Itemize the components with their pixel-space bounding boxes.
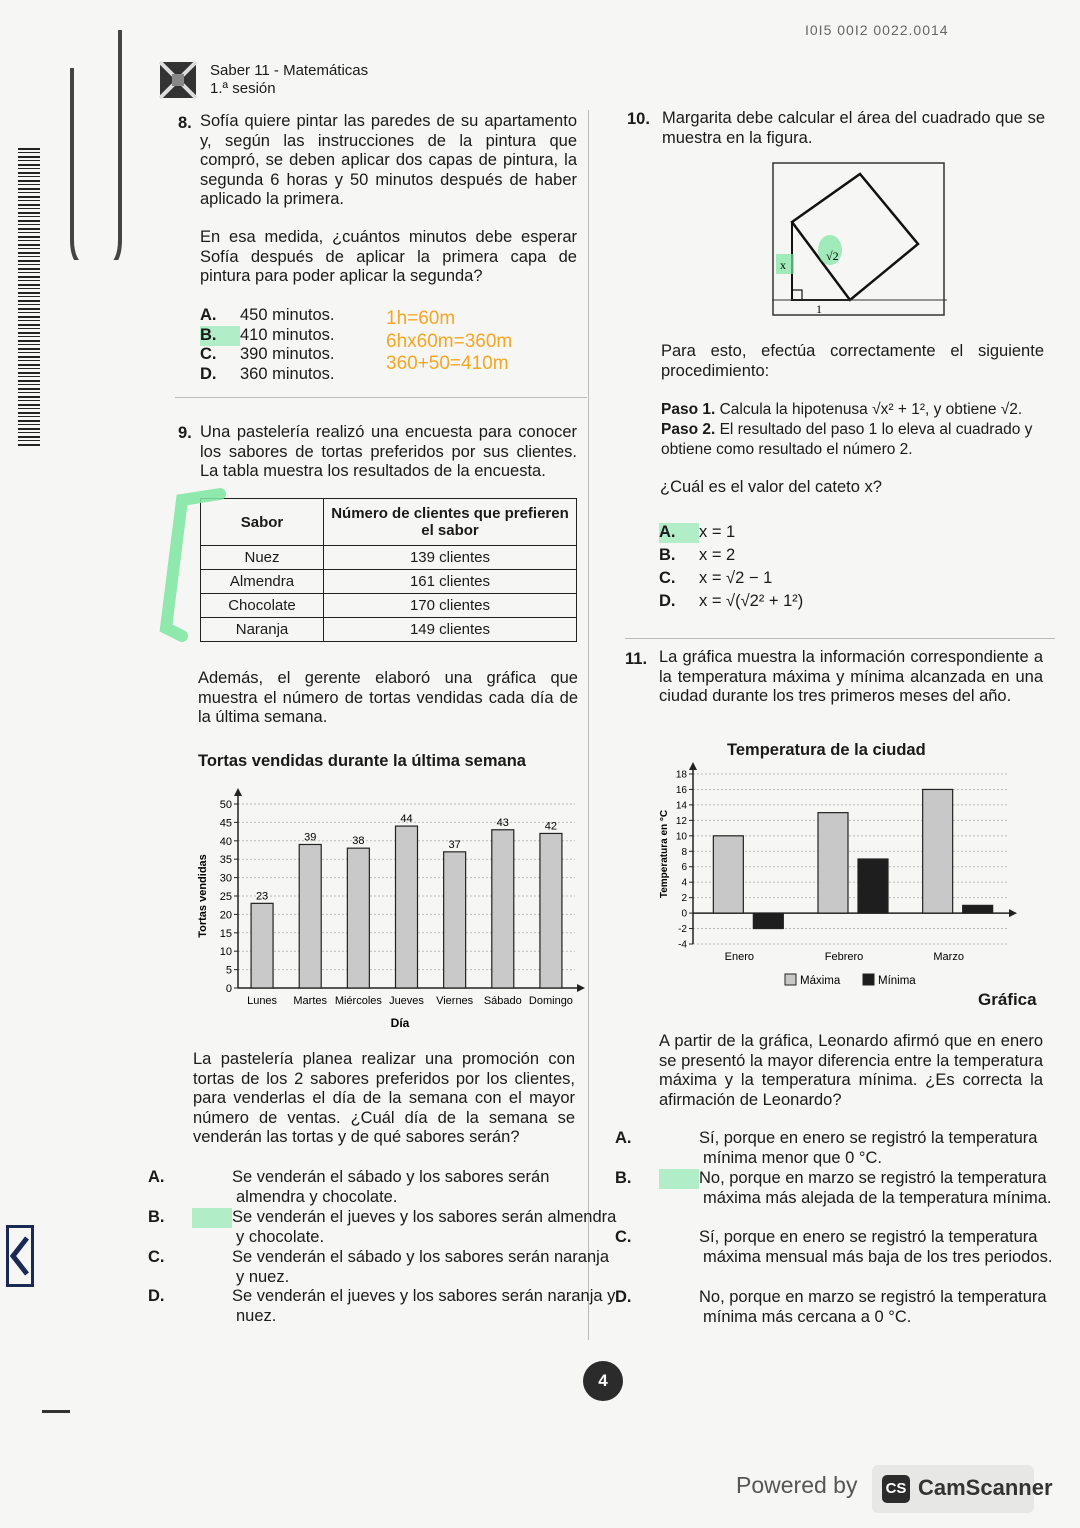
highlight-bracket (150, 488, 230, 648)
data-label: 23 (255, 890, 269, 903)
answer-option[interactable] (148, 1248, 621, 1287)
y-tick-label: 16 (675, 784, 687, 796)
bar (347, 848, 369, 988)
square-figure (772, 162, 947, 318)
exam-session: 1.ª sesión (210, 80, 276, 97)
option-letter: A. (200, 306, 217, 324)
x-tick-label: Sábado (483, 995, 522, 1007)
x-tick-label: Lunes (247, 995, 278, 1007)
answer-option[interactable] (659, 523, 1039, 543)
option-letter: A. (659, 523, 699, 543)
barcode (18, 148, 40, 448)
powered-by-text: Powered by (736, 1472, 858, 1498)
x-tick-label: Jueves (389, 995, 424, 1007)
option-letter: D. (659, 592, 676, 610)
table-row (201, 546, 577, 570)
answer-option[interactable] (615, 1228, 1080, 1267)
question-number: 11. (625, 650, 648, 668)
table-header: Número de clientes que prefieren el sabor (324, 499, 577, 546)
table-row (201, 618, 577, 642)
legend-label: Mínima (878, 975, 916, 987)
y-tick-label: 14 (675, 800, 687, 812)
bar (492, 830, 514, 988)
logo-icon (158, 60, 200, 100)
data-label: 37 (448, 838, 461, 851)
answer-option[interactable] (200, 365, 380, 385)
answer-option[interactable] (615, 1288, 1080, 1327)
option-text: x = √(√2² + 1²) (699, 592, 804, 610)
legend-label: Máxima (800, 975, 841, 987)
y-tick-label: 4 (681, 877, 687, 889)
option-text: x = 1 (699, 523, 736, 541)
paperclip-icon (62, 30, 132, 260)
y-tick-label: 10 (219, 946, 232, 959)
answer-option[interactable] (148, 1208, 621, 1247)
table-header: Sabor (201, 499, 324, 546)
x-tick-label: Viernes (436, 995, 474, 1007)
y-tick-label: 6 (681, 862, 687, 874)
table-cell: Naranja (201, 618, 324, 642)
data-label: 43 (496, 816, 509, 829)
x-tick-label: Martes (293, 995, 328, 1007)
option-text: Se venderán el sábado y los sabores serán almendra y chocolate. (232, 1168, 550, 1206)
corner-mark-icon (6, 1225, 34, 1287)
q11-statement: La gráfica muestra la información correspondiente a la temperatura máxima y mínima alcanzada en una ciudad durante los tres primeros meses del año. (659, 648, 1043, 705)
option-text: Se venderán el jueves y los sabores serán almendra y chocolate. (232, 1208, 617, 1246)
answer-option[interactable] (200, 326, 380, 346)
option-letter: B. (659, 546, 676, 564)
answer-option[interactable] (659, 546, 1039, 566)
step-label: Paso 2. (661, 421, 716, 438)
q10-procedure-intro: Para esto, efectúa correctamente el siguiente procedimiento: (661, 342, 1044, 380)
data-label: 42 (544, 820, 558, 833)
bar (963, 905, 993, 913)
y-tick-label: -4 (678, 939, 687, 951)
question-number: 9. (178, 424, 192, 442)
table-cell: 139 clientes (324, 546, 577, 570)
option-text: 390 minutos. (240, 345, 335, 363)
step-text: Calcula la hipotenusa √x² + 1², y obtiene √2. (719, 401, 1023, 418)
option-text: Se venderán el jueves y los sabores serán naranja y nuez. (232, 1287, 616, 1325)
option-text: x = 2 (699, 546, 736, 564)
answer-option[interactable] (659, 569, 1039, 589)
y-tick-label: 8 (681, 846, 687, 858)
page-number: 4 (583, 1361, 623, 1401)
x-tick-label: Febrero (824, 951, 864, 963)
q10-question: ¿Cuál es el valor del cateto x? (660, 478, 882, 496)
handwritten-note: 360+50=410m (386, 353, 509, 374)
camscanner-icon: CS (882, 1475, 910, 1503)
step-label: Paso 1. (661, 401, 716, 418)
option-letter: B. (200, 326, 240, 346)
option-letter: D. (615, 1288, 632, 1306)
x-axis-label: Día (390, 1016, 410, 1030)
temperature-bar-chart (655, 762, 1025, 994)
column-divider (588, 110, 589, 1340)
legend-swatch (785, 974, 796, 985)
q8-statement: Sofía quiere pintar las paredes de su apartamento y, según las instrucciones de la pintura que compró, se deben aplicar dos capas de pintura, la segunda 6 horas y 50 minutos después de haber aplicado la primera. (200, 112, 577, 208)
option-letter: A. (615, 1129, 632, 1147)
option-text: 450 minutos. (240, 306, 335, 324)
x-axis-arrow-icon (577, 984, 585, 992)
bar (753, 913, 783, 928)
answer-option[interactable] (148, 1168, 621, 1207)
table-cell: Chocolate (201, 594, 324, 618)
table-row (201, 570, 577, 594)
option-letter: C. (200, 345, 217, 363)
chart-title: Tortas vendidas durante la última semana (198, 752, 526, 770)
data-label: 39 (304, 831, 317, 844)
y-tick-label: 5 (225, 964, 232, 977)
exam-title: Saber 11 - Matemáticas (210, 62, 369, 79)
q9-chart-intro: Además, el gerente elaboró una gráfica que muestra el número de tortas vendidas cada día de la última semana. (198, 669, 578, 726)
option-text: No, porque en marzo se registró la temperatura mínima más cercana a 0 °C. (699, 1288, 1047, 1326)
x-tick-label: Enero (724, 951, 755, 963)
bar (713, 836, 743, 913)
answer-option[interactable] (615, 1129, 1080, 1168)
y-axis-arrow-icon (689, 762, 697, 770)
section-divider (175, 397, 587, 398)
y-tick-label: 0 (225, 983, 232, 995)
header-code: I0I5 00I2 0022.0014 (805, 22, 949, 38)
table-cell: 170 clientes (324, 594, 577, 618)
answer-option[interactable] (659, 592, 1039, 612)
q10-step1 (661, 400, 1046, 420)
x-tick-label: Miércoles (334, 995, 382, 1007)
bar (818, 813, 848, 913)
q8-question: En esa medida, ¿cuántos minutos debe esperar Sofía después de aplicar la primera capa de pintura para poder aplicar la segunda? (200, 228, 577, 285)
q9-question: La pastelería planea realizar una promoción con tortas de los 2 sabores preferidos por los clientes, para venderlas el día de la semana con el mayor número de ventas. ¿Cuál día de la semana se venderán las tortas y de qué sabores serán? (193, 1050, 575, 1146)
bar (444, 852, 466, 988)
step-text: El resultado del paso 1 lo eleva al cuadrado y obtiene como resultado el número 2. (661, 421, 1033, 458)
y-tick-label: 15 (219, 927, 232, 940)
y-tick-label: -2 (678, 924, 687, 936)
option-text: Sí, porque en enero se registró la temperatura máxima mensual más baja de los tres periodos. (699, 1228, 1053, 1266)
option-letter: C. (615, 1228, 632, 1246)
x-tick-label: Domingo (528, 995, 573, 1007)
option-text: 360 minutos. (240, 365, 335, 383)
y-tick-label: 35 (219, 854, 232, 867)
x-axis-arrow-icon (1009, 909, 1017, 917)
chart-title: Temperatura de la ciudad (727, 741, 926, 759)
option-letter: D. (148, 1287, 165, 1305)
y-tick-label: 50 (219, 799, 232, 811)
y-tick-label: 45 (219, 817, 232, 830)
bar (858, 859, 888, 913)
handwritten-note: 6hx60m=360m (386, 331, 513, 352)
y-tick-label: 10 (675, 831, 687, 843)
camscanner-badge (872, 1465, 1053, 1513)
bar (923, 789, 953, 913)
legend-swatch (863, 974, 874, 985)
y-tick-label: 12 (675, 815, 687, 827)
table-cell: Nuez (201, 546, 324, 570)
question-number: 10. (627, 110, 650, 128)
q10-statement: Margarita debe calcular el área del cuadrado que se muestra en la figura. (662, 109, 1045, 147)
option-letter: C. (148, 1248, 165, 1266)
option-letter: B. (192, 1208, 232, 1228)
chart-caption: Gráfica (978, 990, 1037, 1009)
data-label: 38 (352, 835, 365, 848)
option-letter: D. (200, 365, 217, 383)
option-text: Se venderán el sábado y los sabores serán naranja y nuez. (232, 1248, 609, 1286)
option-letter: A. (148, 1168, 165, 1186)
bar (251, 903, 273, 988)
figure-label-x: x (780, 258, 786, 272)
q11-question: A partir de la gráfica, Leonardo afirmó que en enero se presentó la mayor diferencia entre la temperatura máxima y la temperatura mínima. ¿Es correcta la afirmación de Leonardo? (659, 1032, 1043, 1109)
option-text: 410 minutos. (240, 326, 335, 344)
y-axis-label: Tortas vendidas (197, 854, 209, 938)
figure-label-hyp: √2 (826, 249, 839, 263)
table-cell: 149 clientes (324, 618, 577, 642)
bar (396, 826, 418, 988)
handwritten-note: 1h=60m (386, 308, 456, 329)
margin-line (42, 1410, 70, 1413)
answer-option[interactable] (200, 306, 380, 326)
y-axis-label: Temperatura en °C (659, 809, 670, 899)
table-row (201, 594, 577, 618)
y-tick-label: 18 (675, 769, 687, 781)
y-tick-label: 2 (681, 893, 687, 905)
option-text: No, porque en marzo se registró la temperatura máxima más alejada de la temperatura mínima. (699, 1169, 1052, 1207)
option-text: x = √2 − 1 (699, 569, 773, 587)
y-tick-label: 20 (219, 909, 232, 922)
y-tick-label: 30 (219, 872, 232, 885)
y-axis-arrow-icon (234, 788, 242, 796)
bar (540, 833, 562, 988)
answer-option[interactable] (615, 1169, 1080, 1208)
question-number: 8. (178, 114, 192, 132)
bar (299, 844, 321, 988)
answer-option[interactable] (200, 345, 380, 365)
answer-option[interactable] (148, 1287, 621, 1326)
table-cell: 161 clientes (324, 570, 577, 594)
y-tick-label: 0 (681, 908, 687, 920)
y-tick-label: 40 (219, 835, 232, 848)
sales-bar-chart (190, 780, 585, 1035)
section-divider (625, 638, 1055, 639)
q10-step2 (661, 420, 1046, 459)
flavor-table (200, 498, 577, 642)
option-text: Sí, porque en enero se registró la temperatura mínima menor que 0 °C. (699, 1129, 1038, 1167)
y-tick-label: 25 (219, 891, 232, 903)
table-cell: Almendra (201, 570, 324, 594)
camscanner-brand: CamScanner (918, 1475, 1053, 1500)
q9-statement: Una pastelería realizó una encuesta para conocer los sabores de tortas preferidos por sus clientes. La tabla muestra los resultados de la encuesta. (200, 423, 577, 480)
x-tick-label: Marzo (933, 951, 964, 963)
option-letter: B. (659, 1169, 699, 1189)
data-label: 44 (400, 813, 413, 826)
figure-label-base: 1 (816, 302, 822, 316)
option-letter: C. (659, 569, 676, 587)
